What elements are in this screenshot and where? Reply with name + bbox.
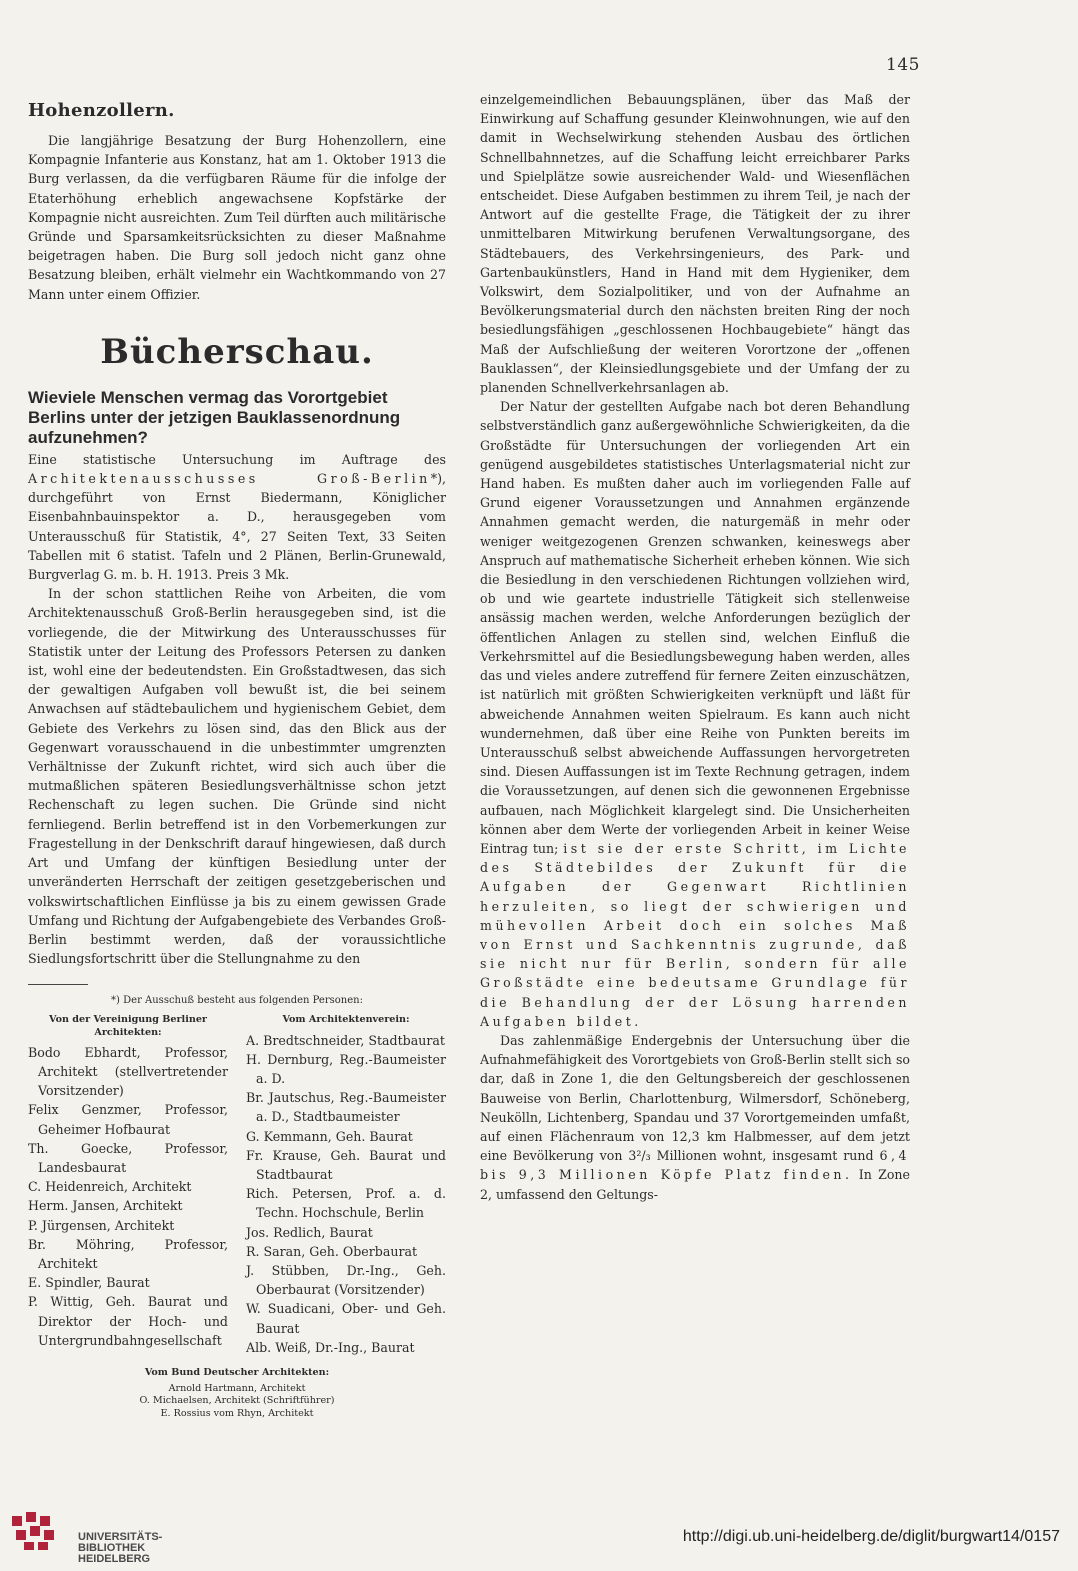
logo-line: HEIDELBERG: [78, 1553, 151, 1565]
right-paragraph-2: [480, 397, 910, 1031]
right-paragraph-1: einzelgemeindlichen Bebauungsplänen, über das Maß der Einwirkung auf Schaffung gesunder Kleinwohnungen, wie auf den damit in Wechselwirkung stehenden Ausbau des örtlichen Schnellbahnnetzes, auf die Schaffung leicht erreichbarer Parks und Spielplätze sowie ausreichender Wald- und Wiesenflächen entscheidet. Diese Aufgaben bestimmen zu ihrem Teil, je nach der Antwort auf die gestellte Frage, die Tätigkeit der zu ihrer unmittelbaren Mitwirkung berufenen Verwaltungsorgane, des Städtebauers, des Verkehrsingenieurs, des Park- und Gartenbaukünstlers, Hand in Hand mit dem Hygieniker, dem Volkswirt, dem Sozialpolitiker, und von der Aufnahme an Bevölkerungsmaterial durch den nächsten breiten Ring der noch besiedlungsfähigen „geschlossenen Hochbaugebiete“ hängt das Maß der Aufschließung der weiteren Vorortzone der „offenen Bauklassen“, der Kleinsiedlungsgebiete und der Umfang der zu planenden Schnellverkehrsanlagen ab.: [480, 92, 910, 396]
article-intro-spaced: Architektenausschusses Groß-Berlin: [28, 471, 431, 487]
hohenzollern-paragraph: Die langjährige Besatzung der Burg Hohenzollern, eine Kompagnie Infanterie aus Konstanz, hat am 1. Oktober 1913 die Burg verlassen, da die verfügbaren Räume für die infolge der Etaterhöhung erheblich angewachsene Kopfstärke der Kompagnie nicht ausreichten. Zum Teil dürften auch militärische Gründe und Sparsamkeitsrücksichten zu dieser Maßnahme beigetragen haben. Die Burg soll jedoch nicht ganz ohne Besatzung bleiben, erhält vielmehr ein Wachtkommando von 27 Mann unter einem Offizier.: [28, 133, 446, 302]
footnote-entry: Br. Jautschus, Reg.-Baumeister a. D., Stadtbaumeister: [246, 1090, 446, 1125]
footnote-col-vereinigung: [28, 1014, 228, 1357]
footnote-columns: [28, 1014, 446, 1357]
footnote-entry: Herm. Jansen, Architekt: [28, 1198, 183, 1214]
article-intro: [28, 450, 446, 584]
article-body: In der schon stattlichen Reihe von Arbeiten, die vom Architektenausschuß Groß-Berlin herausgegeben sind, ist die vorliegende, die der Mitwirkung des Unterausschusses für Statistik unter der Leitung des Professors Petersen zu danken ist, wohl eine der bedeutendsten. Ein Großstadtwesen, das sich der gewaltigen Aufgaben voll bewußt ist, die bei seinem Anwachsen auf städtebaulichem und hygienischem Gebiet, dem Gebiete des Verkehrs zu lösen sind, das den Blick aus der Gegenwart vorausschauend in die unbestimmter umgrenzten Verhältnisse der Zukunft richtet, wird sich auch über die mutmaßlichen späteren Besiedlungsverhältnisse schon jetzt Rechenschaft zu legen suchen. Die Gründe sind nicht fernliegend. Berlin betreffend ist in den Vorbemerkungen zur Fragestellung in der Denkschrift darauf hingewiesen, daß durch Art und Umfang der künftigen Besiedlung unter der unveränderten Herrschaft der zeitigen gesetzgeberischen und volkswirtschaftlichen Einflüsse ja bis zu einem gewissen Grade Umfang und Richtung der Aufgabengebiete des Verbandes Groß-Berlin bestimmt werden, daß der voraussichtliche Siedlungsfortschritt über die Stellungnahme zu den: [28, 586, 446, 967]
right-column: [480, 90, 910, 1204]
footnote-entry: Rich. Petersen, Prof. a. d. Techn. Hochschule, Berlin: [246, 1186, 446, 1221]
footnote-entry: Br. Möhring, Professor, Architekt: [28, 1236, 228, 1271]
university-logo: [8, 1508, 218, 1565]
footer-bar: [0, 1498, 1078, 1571]
footnote-entry: R. Saran, Geh. Oberbaurat: [246, 1243, 418, 1259]
footnote-entry: E. Rossius vom Rhyn, Architekt: [160, 1407, 314, 1419]
source-url[interactable]: http://digi.ub.uni-heidelberg.de/diglit/burgwart14/0157: [682, 1528, 1060, 1545]
footnote-bund-title: Vom Bund Deutscher Architekten:: [144, 1366, 330, 1378]
section-title-buecherschau: Bücherschau.: [100, 331, 374, 372]
footnote-col-title: Von der Vereinigung Berliner Architekten:: [49, 1014, 207, 1038]
page-number: 145: [886, 55, 920, 75]
footnote-entry: Felix Genzmer, Professor, Geheimer Hofbaurat: [28, 1102, 228, 1137]
footnote-entry: W. Suadicani, Ober- und Geh. Baurat: [246, 1301, 446, 1336]
footnote-col-architektenverein: [246, 1014, 446, 1357]
footnote-entry: Fr. Krause, Geh. Baurat und Stadtbaurat: [246, 1147, 446, 1182]
article-intro-post: *), durchgeführt von Ernst Biedermann, Königlicher Eisenbahnbauinspektor a. D., herausgegeben vom Unterausschuß für Statistik, 4°, 27 Seiten Text, 33 Seiten Tabellen mit 6 statist. Tafeln und 2 Plänen, Berlin-Grunewald, Burgverlag G. m. b. H. 1913. Preis 3 Mk.: [28, 471, 446, 583]
footnote-entry: A. Bredtschneider, Stadtbaurat: [246, 1032, 445, 1048]
footnote-entry: G. Kemmann, Geh. Baurat: [246, 1128, 413, 1144]
left-column: [28, 88, 446, 1420]
right-paragraph-3-pre: Das zahlenmäßige Endergebnis der Untersuchung über die Aufnahmefähigkeit des Vorortgebiets von Groß-Berlin stellt sich so dar, daß in Zone 1, die den Geltungsbereich der geschlossenen Bauweise von Berlin, Charlottenburg, Wilmersdorf, Schöneberg, Neukölln, Lichtenberg, Spandau und 37 Vorortgemeinden umfaßt, auf einen Flächenraum von 12,3 km Halbmesser, auf dem jetzt eine Bevölkerung von 3²/₃ Millionen wohnt, insgesamt rund: [480, 1032, 910, 1164]
footnote-entry: P. Jürgensen, Architekt: [28, 1217, 175, 1233]
footnote-bund: [28, 1367, 446, 1420]
logo-text: [78, 1532, 162, 1565]
footnote-divider: [28, 984, 88, 985]
footnote-entry: C. Heidenreich, Architekt: [28, 1179, 192, 1195]
article-heading-text: Wieviele Menschen vermag das Vorortgebiet Berlins unter der jetzigen Bauklassenordnung aufzunehmen?: [28, 387, 401, 447]
right-paragraph-2-spaced: ist sie der erste Schritt, im Lichte des Städtebildes der Zukunft für die Aufgaben der Gegenwart Richtlinien herzuleiten, so liegt der schwierigen und mühevollen Arbeit doch ein solches Maß von Ernst und Sachkenntnis zugrunde, daß sie nicht nur für Berlin, sondern für alle Großstädte eine bedeutsame Grundlage für die Behandlung der der Lösung harrenden Aufgaben bildet.: [480, 840, 910, 1029]
footnote-entry: E. Spindler, Baurat: [28, 1275, 150, 1291]
footnote-entry: Alb. Weiß, Dr.-Ing., Baurat: [246, 1339, 415, 1355]
right-paragraph-2-text: Der Natur der gestellten Aufgabe nach bot deren Behandlung selbstverständlich ganz außergewöhnliche Schwierigkeiten, da die Großstädte für Untersuchungen der vorliegenden Art ein genügend ausgebildetes statistisches Unterlagsmaterial nicht zur Hand haben. Es mußten daher auch im vorliegenden Falle auf Grund eigener Voraussetzungen und Annahmen ergänzende Annahmen gemacht werden, die naturgemäß in mehr oder weniger weitgezogenen Grenzen schwanken, keineswegs aber Anspruch auf mathematische Sicherheit erheben können. Wie sich die Besiedlung in den verschiedenen Richtungen vollziehen wird, ob und wie geartete industrielle Tätigkeit sich stellenweise ansässig machen werden, welche Anforderungen bezüglich der öffentlichen Anlagen zu stellen sind, welchen Einfluß die Verkehrsmittel auf die Besiedlungsbewegung haben werden, alles das und vieles andere zutreffend für fernere Zeiten einzuschätzen, ist natürlich mit größten Schwierigkeiten verknüpft und läßt für abweichende Annahmen weiten Spielraum. Es kann auch nicht wundernehmen, daß über eine Reihe von Punkten bereits im Unterausschuß selbst abweichende Auffassungen hervorgetreten sind. Diesen Auffassungen ist im Texte Rechnung getragen, indem die Voraussetzungen, auf denen sich die gewonnenen Ergebnisse aufbauen, nach Möglichkeit klargelegt sind. Die Unsicherheiten können aber dem Werte der vorliegenden Arbeit in keiner Weise Eintrag tun;: [480, 399, 910, 856]
footnote-entry: Bodo Ebhardt, Professor, Architekt (stellvertretender Vorsitzender): [28, 1044, 228, 1099]
section-title-hohenzollern: Hohenzollern.: [28, 100, 175, 121]
footnote-entry: Arnold Hartmann, Architekt: [168, 1383, 306, 1395]
footnote-entry: H. Dernburg, Reg.-Baumeister a. D.: [246, 1051, 446, 1086]
footnote-entry: O. Michaelsen, Architekt (Schriftführer): [139, 1395, 335, 1407]
footnote-entry: J. Stübben, Dr.-Ing., Geh. Oberbaurat (Vorsitzender): [246, 1262, 446, 1298]
footnote-entry: Th. Goecke, Professor, Landesbaurat: [28, 1140, 228, 1175]
logo-line: BIBLIOTHEK: [78, 1542, 146, 1554]
logo-line: UNIVERSITÄTS-: [78, 1531, 163, 1543]
right-paragraph-3-spaced: 6,4 bis 9,3 Millionen Köpfe Platz finden.: [480, 1148, 910, 1183]
right-paragraph-3: [480, 1031, 910, 1204]
article-intro-pre: Eine statistische Untersuchung im Auftrage des: [28, 451, 446, 467]
heidelberg-seal-icon: [8, 1508, 64, 1554]
footnote-entry: P. Wittig, Geh. Baurat und Direktor der Hoch- und Untergrundbahngesellschaft: [28, 1294, 228, 1348]
article-heading: [28, 388, 446, 448]
footnote-entry: Jos. Redlich, Baurat: [246, 1224, 373, 1240]
footnote-title: *) Der Ausschuß besteht aus folgenden Personen:: [111, 995, 363, 1007]
right-paragraph-3-post: In Zone 2, umfassend den Geltungs-: [480, 1167, 910, 1202]
footnote-col-title: Vom Architektenverein:: [282, 1014, 410, 1026]
